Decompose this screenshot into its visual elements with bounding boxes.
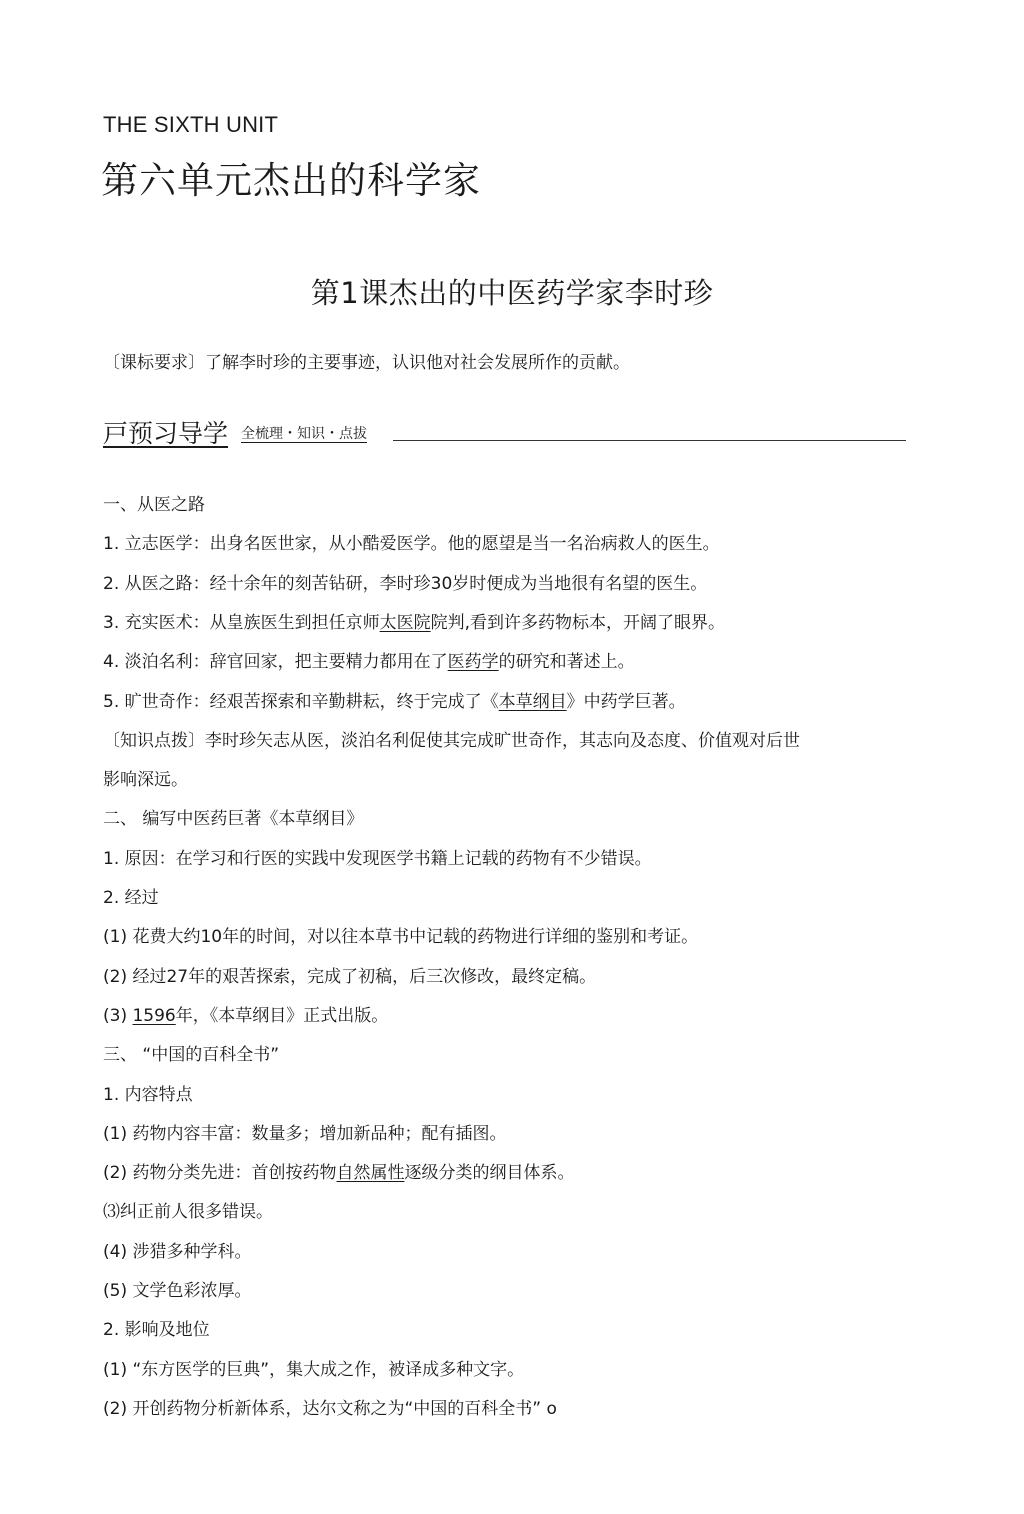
text-line	[103, 687, 686, 712]
text-segment: (5) 文学色彩浓厚。	[103, 1281, 252, 1301]
text-line	[103, 1315, 210, 1340]
text-line	[103, 569, 707, 594]
text-line	[103, 765, 188, 790]
preview-guide-subtitle: 全梳理・知识・点拔	[241, 426, 367, 442]
text-segment: 三、 “中国的百科全书”	[103, 1045, 280, 1066]
preview-guide-header	[103, 414, 906, 446]
text-line	[103, 844, 652, 869]
text-line	[103, 962, 596, 987]
text-segment: 4. 淡泊名利：辞官回家，把主要精力都用在了	[103, 652, 448, 673]
text-segment: 2. 经过	[103, 888, 159, 908]
text-segment: (1) 花费大约10年的时间，对以往本草书中记载的药物进行详细的鉴别和考证。	[103, 927, 699, 948]
curriculum-requirement: 〔课标要求〕了解李时珍的主要事迹，认识他对社会发展所作的贡献。	[103, 353, 630, 373]
text-segment: 2. 影响及地位	[103, 1320, 210, 1341]
text-segment: 1. 立志医学：出身名医世家，从小酷爱医学。他的愿望是当一名治病救人的医生。	[103, 534, 720, 555]
text-line	[103, 1394, 557, 1419]
text-line	[103, 647, 635, 672]
text-segment: 年，《本草纲目》正式出版。	[175, 1005, 389, 1026]
text-segment: 影响深远。	[103, 770, 188, 791]
text-line	[103, 1355, 524, 1380]
underlined-key-term: 太医院	[379, 612, 431, 633]
text-segment: 逐级分类的纲目体系。	[404, 1163, 575, 1184]
text-line	[103, 1040, 279, 1065]
text-line	[103, 1001, 388, 1026]
text-segment: (4) 涉猎多种学科。	[103, 1241, 252, 1262]
text-segment: (3)	[103, 1005, 133, 1026]
text-line	[103, 1197, 273, 1222]
header-rule	[393, 440, 906, 441]
text-line	[103, 1237, 251, 1262]
text-segment: 1. 原因：在学习和行医的实践中发现医学书籍上记载的药物有不少错误。	[103, 848, 652, 869]
text-line	[103, 490, 205, 515]
text-segment: 5. 旷世奇作：经艰苦探索和辛勤耕耘，终于完成了《	[103, 691, 499, 712]
text-segment: 〔知识点拨〕李时珍矢志从医，淡泊名利促使其完成旷世奇作，其志向及态度、价值观对后世	[103, 730, 800, 751]
text-line	[103, 883, 159, 908]
unit-chinese-title: 第六单元杰出的科学家	[101, 159, 481, 202]
text-segment: 的研究和著述上。	[498, 652, 635, 673]
text-line	[103, 922, 698, 947]
text-line	[103, 1276, 251, 1301]
text-segment: 2. 从医之路：经十余年的刻苦钻研，李时珍30岁时便成为当地很有名望的医生。	[103, 573, 708, 594]
text-line	[103, 1158, 574, 1183]
text-line	[103, 529, 720, 554]
text-segment: (2) 药物分类先进：首创按药物	[103, 1163, 337, 1184]
text-segment: (2) 开创药物分析新体系，达尔文称之为“中国的百科全书” o	[103, 1398, 557, 1419]
text-segment: 二、 编写中医药巨著《本草纲目》	[103, 809, 364, 830]
text-line	[103, 1080, 193, 1105]
underlined-key-term: 本草纲目	[498, 691, 567, 712]
text-segment: 1. 内容特点	[103, 1084, 193, 1105]
underlined-key-term: 医药学	[447, 652, 499, 673]
text-line	[103, 1119, 506, 1144]
underlined-key-term: 1596	[132, 1005, 176, 1026]
text-segment: 一、从医之路	[103, 495, 205, 515]
text-segment: ⑶纠正前人很多错误。	[103, 1202, 273, 1223]
text-segment: (1) 药物内容丰富：数量多；增加新品种；配有插图。	[103, 1123, 507, 1144]
text-line	[103, 726, 800, 751]
preview-guide-title: 戸预习导学	[103, 419, 229, 448]
text-segment: 院判,看到许多药物标本，开阔了眼界。	[430, 612, 726, 633]
text-segment: (2) 经过27年的艰苦探索，完成了初稿，后三次修改，最终定稿。	[103, 966, 597, 987]
underlined-key-term: 自然属性	[336, 1163, 405, 1184]
unit-english-title: THE SIXTH UNIT	[103, 112, 279, 137]
text-line	[103, 804, 363, 829]
lesson-title: 第1课杰出的中医药学家李时珍	[310, 276, 714, 310]
text-segment: (1) “东方医学的巨典”，集大成之作，被译成多种文字。	[103, 1359, 525, 1380]
text-line	[103, 608, 725, 633]
text-segment: 3. 充实医术：从皇族医生到担任京师	[103, 612, 380, 633]
text-segment: 》中药学巨著。	[566, 691, 686, 712]
